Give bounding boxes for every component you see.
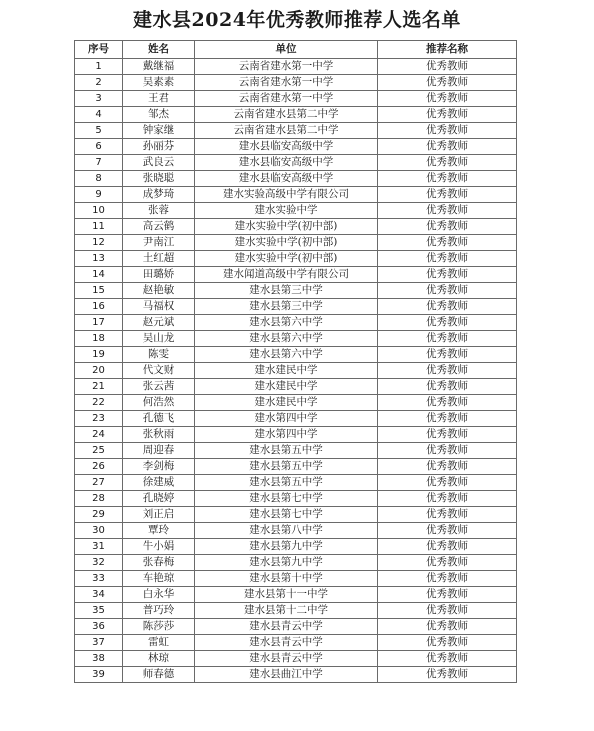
table-row: [75, 171, 517, 187]
table-row: [75, 251, 517, 267]
table-row: [75, 123, 517, 139]
teacher-name: 戴继福: [123, 59, 195, 75]
row-number: 30: [75, 523, 123, 539]
teacher-name: 刘正启: [123, 507, 195, 523]
table-row: [75, 347, 517, 363]
row-number: 20: [75, 363, 123, 379]
award-title: 优秀教师: [378, 283, 517, 299]
school-unit: 云南省建水县第二中学: [195, 123, 378, 139]
table-row: [75, 411, 517, 427]
award-title: 优秀教师: [378, 539, 517, 555]
school-unit: 建水实验中学(初中部): [195, 251, 378, 267]
award-title: 优秀教师: [378, 619, 517, 635]
teacher-name: 高云鹤: [123, 219, 195, 235]
table-row: [75, 363, 517, 379]
school-unit: 建水县第五中学: [195, 475, 378, 491]
header-award-title: 推荐名称: [378, 41, 517, 59]
teacher-name: 成梦琦: [123, 187, 195, 203]
table-row: [75, 107, 517, 123]
table-row: [75, 235, 517, 251]
school-unit: 建水县临安高级中学: [195, 155, 378, 171]
teacher-name: 邹杰: [123, 107, 195, 123]
award-title: 优秀教师: [378, 75, 517, 91]
teacher-name: 张蓉: [123, 203, 195, 219]
teacher-name: 林琼: [123, 651, 195, 667]
school-unit: 建水县第七中学: [195, 491, 378, 507]
table-row: [75, 619, 517, 635]
table-body: [75, 59, 517, 683]
teacher-name: 马福权: [123, 299, 195, 315]
table-row: [75, 283, 517, 299]
award-title: 优秀教师: [378, 187, 517, 203]
award-title: 优秀教师: [378, 331, 517, 347]
table-row: [75, 427, 517, 443]
teacher-name: 普巧玲: [123, 603, 195, 619]
row-number: 26: [75, 459, 123, 475]
table-row: [75, 395, 517, 411]
award-title: 优秀教师: [378, 635, 517, 651]
award-title: 优秀教师: [378, 171, 517, 187]
school-unit: 建水县第八中学: [195, 523, 378, 539]
row-number: 35: [75, 603, 123, 619]
header-name: 姓名: [123, 41, 195, 59]
school-unit: 建水县青云中学: [195, 619, 378, 635]
teacher-name: 白永华: [123, 587, 195, 603]
teacher-name: 吴山龙: [123, 331, 195, 347]
award-title: 优秀教师: [378, 411, 517, 427]
teacher-name: 尹南江: [123, 235, 195, 251]
table-row: [75, 571, 517, 587]
row-number: 32: [75, 555, 123, 571]
school-unit: 建水第四中学: [195, 427, 378, 443]
school-unit: 建水县第十一中学: [195, 587, 378, 603]
award-title: 优秀教师: [378, 59, 517, 75]
school-unit: 建水县第三中学: [195, 283, 378, 299]
teacher-name: 覃玲: [123, 523, 195, 539]
teacher-name: 陈莎莎: [123, 619, 195, 635]
school-unit: 建水实验高级中学有限公司: [195, 187, 378, 203]
award-title: 优秀教师: [378, 91, 517, 107]
teacher-name: 土红超: [123, 251, 195, 267]
teacher-name: 钟家继: [123, 123, 195, 139]
table-row: [75, 267, 517, 283]
table-row: [75, 555, 517, 571]
row-number: 1: [75, 59, 123, 75]
school-unit: 建水县第六中学: [195, 331, 378, 347]
table-row: [75, 187, 517, 203]
row-number: 37: [75, 635, 123, 651]
header-number: 序号: [75, 41, 123, 59]
row-number: 6: [75, 139, 123, 155]
school-unit: 建水县第五中学: [195, 459, 378, 475]
table-row: [75, 91, 517, 107]
row-number: 33: [75, 571, 123, 587]
teacher-name: 车艳琼: [123, 571, 195, 587]
table-row: [75, 379, 517, 395]
row-number: 11: [75, 219, 123, 235]
school-unit: 云南省建水第一中学: [195, 59, 378, 75]
school-unit: 建水县临安高级中学: [195, 139, 378, 155]
table-row: [75, 539, 517, 555]
table-row: [75, 139, 517, 155]
award-title: 优秀教师: [378, 379, 517, 395]
teacher-name: 孔德飞: [123, 411, 195, 427]
row-number: 7: [75, 155, 123, 171]
award-title: 优秀教师: [378, 587, 517, 603]
row-number: 22: [75, 395, 123, 411]
school-unit: 建水县第五中学: [195, 443, 378, 459]
table-row: [75, 443, 517, 459]
award-title: 优秀教师: [378, 603, 517, 619]
school-unit: 云南省建水第一中学: [195, 75, 378, 91]
table-row: [75, 667, 517, 683]
award-title: 优秀教师: [378, 523, 517, 539]
table-header-row: [75, 41, 517, 59]
school-unit: 建水第四中学: [195, 411, 378, 427]
award-title: 优秀教师: [378, 347, 517, 363]
row-number: 24: [75, 427, 123, 443]
row-number: 15: [75, 283, 123, 299]
table-row: [75, 331, 517, 347]
row-number: 34: [75, 587, 123, 603]
teacher-name: 师春德: [123, 667, 195, 683]
row-number: 17: [75, 315, 123, 331]
teacher-name: 王君: [123, 91, 195, 107]
row-number: 16: [75, 299, 123, 315]
teacher-list-table: [74, 40, 517, 683]
award-title: 优秀教师: [378, 139, 517, 155]
school-unit: 云南省建水县第二中学: [195, 107, 378, 123]
table-row: [75, 459, 517, 475]
table-row: [75, 475, 517, 491]
school-unit: 建水县青云中学: [195, 651, 378, 667]
award-title: 优秀教师: [378, 267, 517, 283]
row-number: 10: [75, 203, 123, 219]
school-unit: 建水县第十二中学: [195, 603, 378, 619]
award-title: 优秀教师: [378, 107, 517, 123]
table-row: [75, 59, 517, 75]
award-title: 优秀教师: [378, 507, 517, 523]
award-title: 优秀教师: [378, 395, 517, 411]
award-title: 优秀教师: [378, 555, 517, 571]
school-unit: 建水实验中学(初中部): [195, 235, 378, 251]
teacher-name: 张云茜: [123, 379, 195, 395]
header-unit: 单位: [195, 41, 378, 59]
table-row: [75, 603, 517, 619]
school-unit: 建水县第三中学: [195, 299, 378, 315]
school-unit: 建水闻道高级中学有限公司: [195, 267, 378, 283]
teacher-name: 田璐娇: [123, 267, 195, 283]
teacher-name: 赵艳敏: [123, 283, 195, 299]
teacher-name: 牛小娟: [123, 539, 195, 555]
table-row: [75, 219, 517, 235]
school-unit: 建水县第七中学: [195, 507, 378, 523]
row-number: 4: [75, 107, 123, 123]
row-number: 36: [75, 619, 123, 635]
award-title: 优秀教师: [378, 363, 517, 379]
row-number: 2: [75, 75, 123, 91]
row-number: 39: [75, 667, 123, 683]
row-number: 14: [75, 267, 123, 283]
school-unit: 建水实验中学: [195, 203, 378, 219]
award-title: 优秀教师: [378, 651, 517, 667]
table-row: [75, 635, 517, 651]
row-number: 18: [75, 331, 123, 347]
row-number: 27: [75, 475, 123, 491]
row-number: 28: [75, 491, 123, 507]
row-number: 8: [75, 171, 123, 187]
row-number: 12: [75, 235, 123, 251]
award-title: 优秀教师: [378, 443, 517, 459]
row-number: 19: [75, 347, 123, 363]
table-row: [75, 491, 517, 507]
school-unit: 建水县第六中学: [195, 315, 378, 331]
row-number: 3: [75, 91, 123, 107]
award-title: 优秀教师: [378, 123, 517, 139]
school-unit: 建水建民中学: [195, 379, 378, 395]
teacher-name: 周迎春: [123, 443, 195, 459]
row-number: 31: [75, 539, 123, 555]
award-title: 优秀教师: [378, 667, 517, 683]
table-row: [75, 299, 517, 315]
table-row: [75, 587, 517, 603]
teacher-name: 武良云: [123, 155, 195, 171]
teacher-name: 李剑梅: [123, 459, 195, 475]
teacher-name: 代文财: [123, 363, 195, 379]
teacher-name: 张春梅: [123, 555, 195, 571]
school-unit: 云南省建水第一中学: [195, 91, 378, 107]
teacher-name: 雷虹: [123, 635, 195, 651]
school-unit: 建水县临安高级中学: [195, 171, 378, 187]
award-title: 优秀教师: [378, 427, 517, 443]
school-unit: 建水县第六中学: [195, 347, 378, 363]
teacher-name: 吴素素: [123, 75, 195, 91]
table-row: [75, 315, 517, 331]
award-title: 优秀教师: [378, 299, 517, 315]
table-row: [75, 523, 517, 539]
school-unit: 建水县第九中学: [195, 539, 378, 555]
award-title: 优秀教师: [378, 475, 517, 491]
school-unit: 建水建民中学: [195, 363, 378, 379]
school-unit: 建水县曲江中学: [195, 667, 378, 683]
table-row: [75, 155, 517, 171]
row-number: 13: [75, 251, 123, 267]
document-title: 建水县2024年优秀教师推荐人选名单: [133, 9, 461, 31]
teacher-name: 徐建威: [123, 475, 195, 491]
award-title: 优秀教师: [378, 203, 517, 219]
table-row: [75, 507, 517, 523]
school-unit: 建水县第九中学: [195, 555, 378, 571]
award-title: 优秀教师: [378, 315, 517, 331]
award-title: 优秀教师: [378, 491, 517, 507]
award-title: 优秀教师: [378, 459, 517, 475]
teacher-name: 孙丽芬: [123, 139, 195, 155]
row-number: 21: [75, 379, 123, 395]
teacher-name: 张晓聪: [123, 171, 195, 187]
row-number: 25: [75, 443, 123, 459]
teacher-name: 赵元斌: [123, 315, 195, 331]
table-row: [75, 203, 517, 219]
teacher-name: 孔晓婷: [123, 491, 195, 507]
award-title: 优秀教师: [378, 155, 517, 171]
row-number: 9: [75, 187, 123, 203]
school-unit: 建水县青云中学: [195, 635, 378, 651]
school-unit: 建水实验中学(初中部): [195, 219, 378, 235]
award-title: 优秀教师: [378, 235, 517, 251]
row-number: 23: [75, 411, 123, 427]
school-unit: 建水建民中学: [195, 395, 378, 411]
award-title: 优秀教师: [378, 219, 517, 235]
award-title: 优秀教师: [378, 571, 517, 587]
table-row: [75, 75, 517, 91]
row-number: 38: [75, 651, 123, 667]
row-number: 5: [75, 123, 123, 139]
teacher-name: 何浩然: [123, 395, 195, 411]
teacher-name: 陈雯: [123, 347, 195, 363]
award-title: 优秀教师: [378, 251, 517, 267]
school-unit: 建水县第十中学: [195, 571, 378, 587]
row-number: 29: [75, 507, 123, 523]
teacher-name: 张秋雨: [123, 427, 195, 443]
table-row: [75, 651, 517, 667]
